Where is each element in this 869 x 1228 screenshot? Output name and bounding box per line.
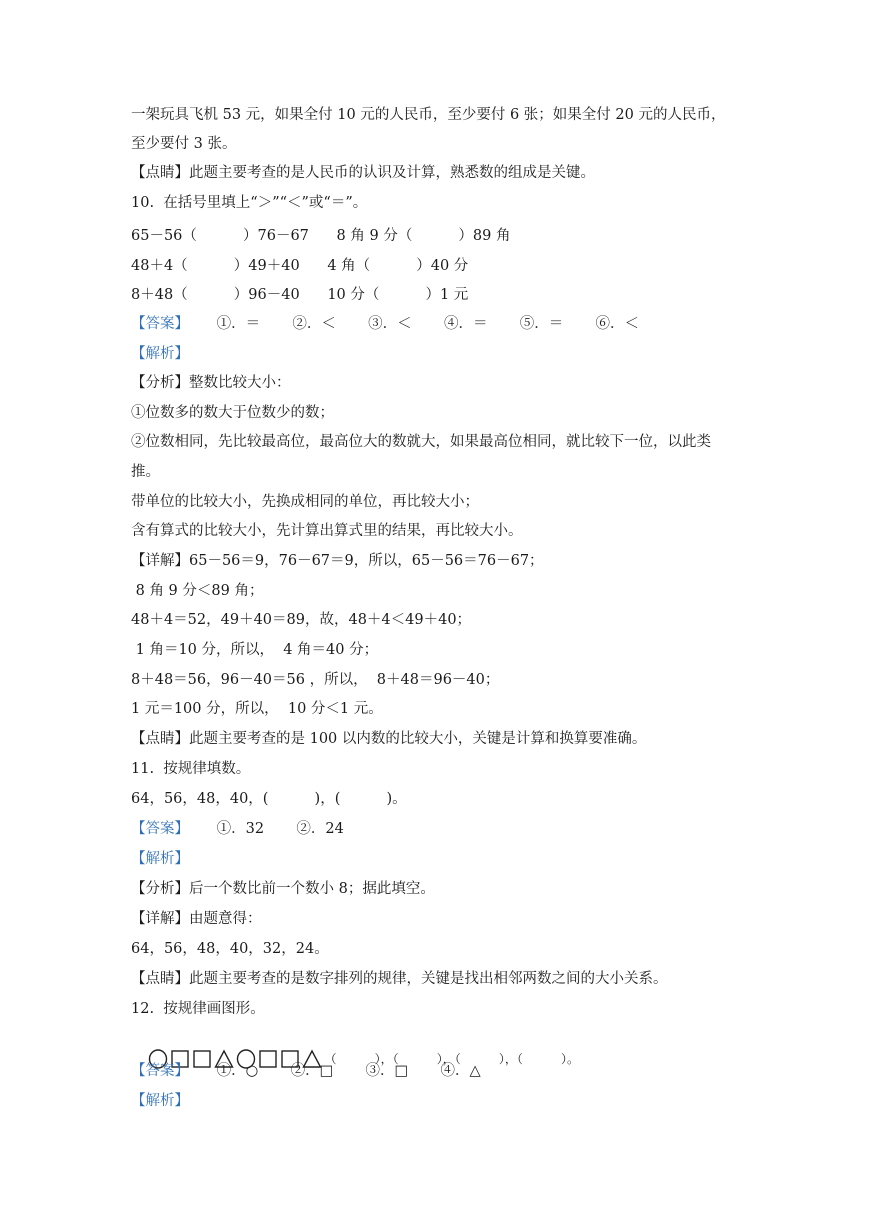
shape-blanks: （ ），（ ），（ ），（ ）。 <box>324 1052 580 1066</box>
question-11-title: 11. 按规律填数。 <box>131 761 251 777</box>
answer-line-12 <box>131 1061 481 1081</box>
analysis-heading-10: 【分析】整数比较大小： <box>131 375 291 391</box>
detail-line-5: 8＋48＝56，96－40＝56 ，所以， 8＋48＝96－40； <box>131 672 500 688</box>
question-10-title: 10. 在括号里填上“＞”“＜”或“＝”。 <box>131 195 368 211</box>
question-10-row-1: 65－56（ ）76－67 8 角 9 分（ ）89 角 <box>131 228 511 244</box>
text-line-1: 一架玩具飞机 53 元，如果全付 10 元的人民币，至少要付 6 张；如果全付 20 元的人民币， <box>131 107 726 123</box>
analysis-heading-11: 【分析】后一个数比前一个数小 8；据此填空。 <box>131 881 435 897</box>
detail-line-6: 1 元＝100 分，所以， 10 分＜1 元。 <box>131 701 383 717</box>
detail-line-3: 48＋4＝52，49＋40＝89，故，48＋4＜49＋40； <box>131 612 472 628</box>
answer-line-11 <box>131 819 344 839</box>
answer-values: ①．32 ②．24 <box>189 821 344 837</box>
answer-label: 【答案】 <box>131 316 189 332</box>
analysis-point-2-cont: 推。 <box>131 464 160 480</box>
analysis-point-2: ②位数相同，先比较最高位，最高位大的数就大，如果最高位相同，就比较下一位，以此类 <box>131 434 711 450</box>
analysis-point-4: 含有算式的比较大小，先计算出算式里的结果，再比较大小。 <box>131 523 523 539</box>
dianjing-note-3: 【点睛】此题主要考查的是数字排列的规律，关键是找出相邻两数之间的大小关系。 <box>131 971 668 987</box>
answer-values: ①．＝ ②．＜ ③．＜ ④．＝ ⑤．＝ ⑥．＜ <box>189 316 639 332</box>
detail-line-1: 【详解】65－56＝9，76－67＝9，所以，65－56＝76－67； <box>131 553 544 569</box>
analysis-label-12: 【解析】 <box>131 1093 189 1109</box>
answer-values: ①．○ ②．□ ③．□ ④．△ <box>189 1063 481 1079</box>
answer-label: 【答案】 <box>131 1063 189 1079</box>
detail-line-11-2: 64，56，48，40，32，24。 <box>131 941 329 957</box>
answer-label: 【答案】 <box>131 821 189 837</box>
dianjing-note-1: 【点睛】此题主要考查的是人民币的认识及计算，熟悉数的组成是关键。 <box>131 165 595 181</box>
text-line-2: 至少要付 3 张。 <box>131 136 237 152</box>
analysis-point-1: ①位数多的数大于位数少的数； <box>131 405 334 421</box>
detail-line-2: 8 角 9 分＜89 角； <box>131 583 264 599</box>
detail-line-11-1: 【详解】由题意得： <box>131 911 262 927</box>
detail-line-4: 1 角＝10 分，所以， 4 角＝40 分； <box>131 642 379 658</box>
answer-line-10 <box>131 314 639 334</box>
question-10-row-3: 8＋48（ ）96－40 10 分（ ）1 元 <box>131 287 469 303</box>
dianjing-note-2: 【点睛】此题主要考查的是 100 以内数的比较大小，关键是计算和换算要准确。 <box>131 731 647 747</box>
question-12-title: 12. 按规律画图形。 <box>131 1001 265 1017</box>
analysis-label-10: 【解析】 <box>131 346 189 362</box>
question-10-row-2: 48＋4（ ）49＋40 4 角（ ）40 分 <box>131 258 469 274</box>
analysis-label-11: 【解析】 <box>131 851 189 867</box>
question-11-body: 64，56，48，40，( )，( )。 <box>131 791 407 807</box>
analysis-point-3: 带单位的比较大小，先换成相同的单位，再比较大小； <box>131 494 479 510</box>
